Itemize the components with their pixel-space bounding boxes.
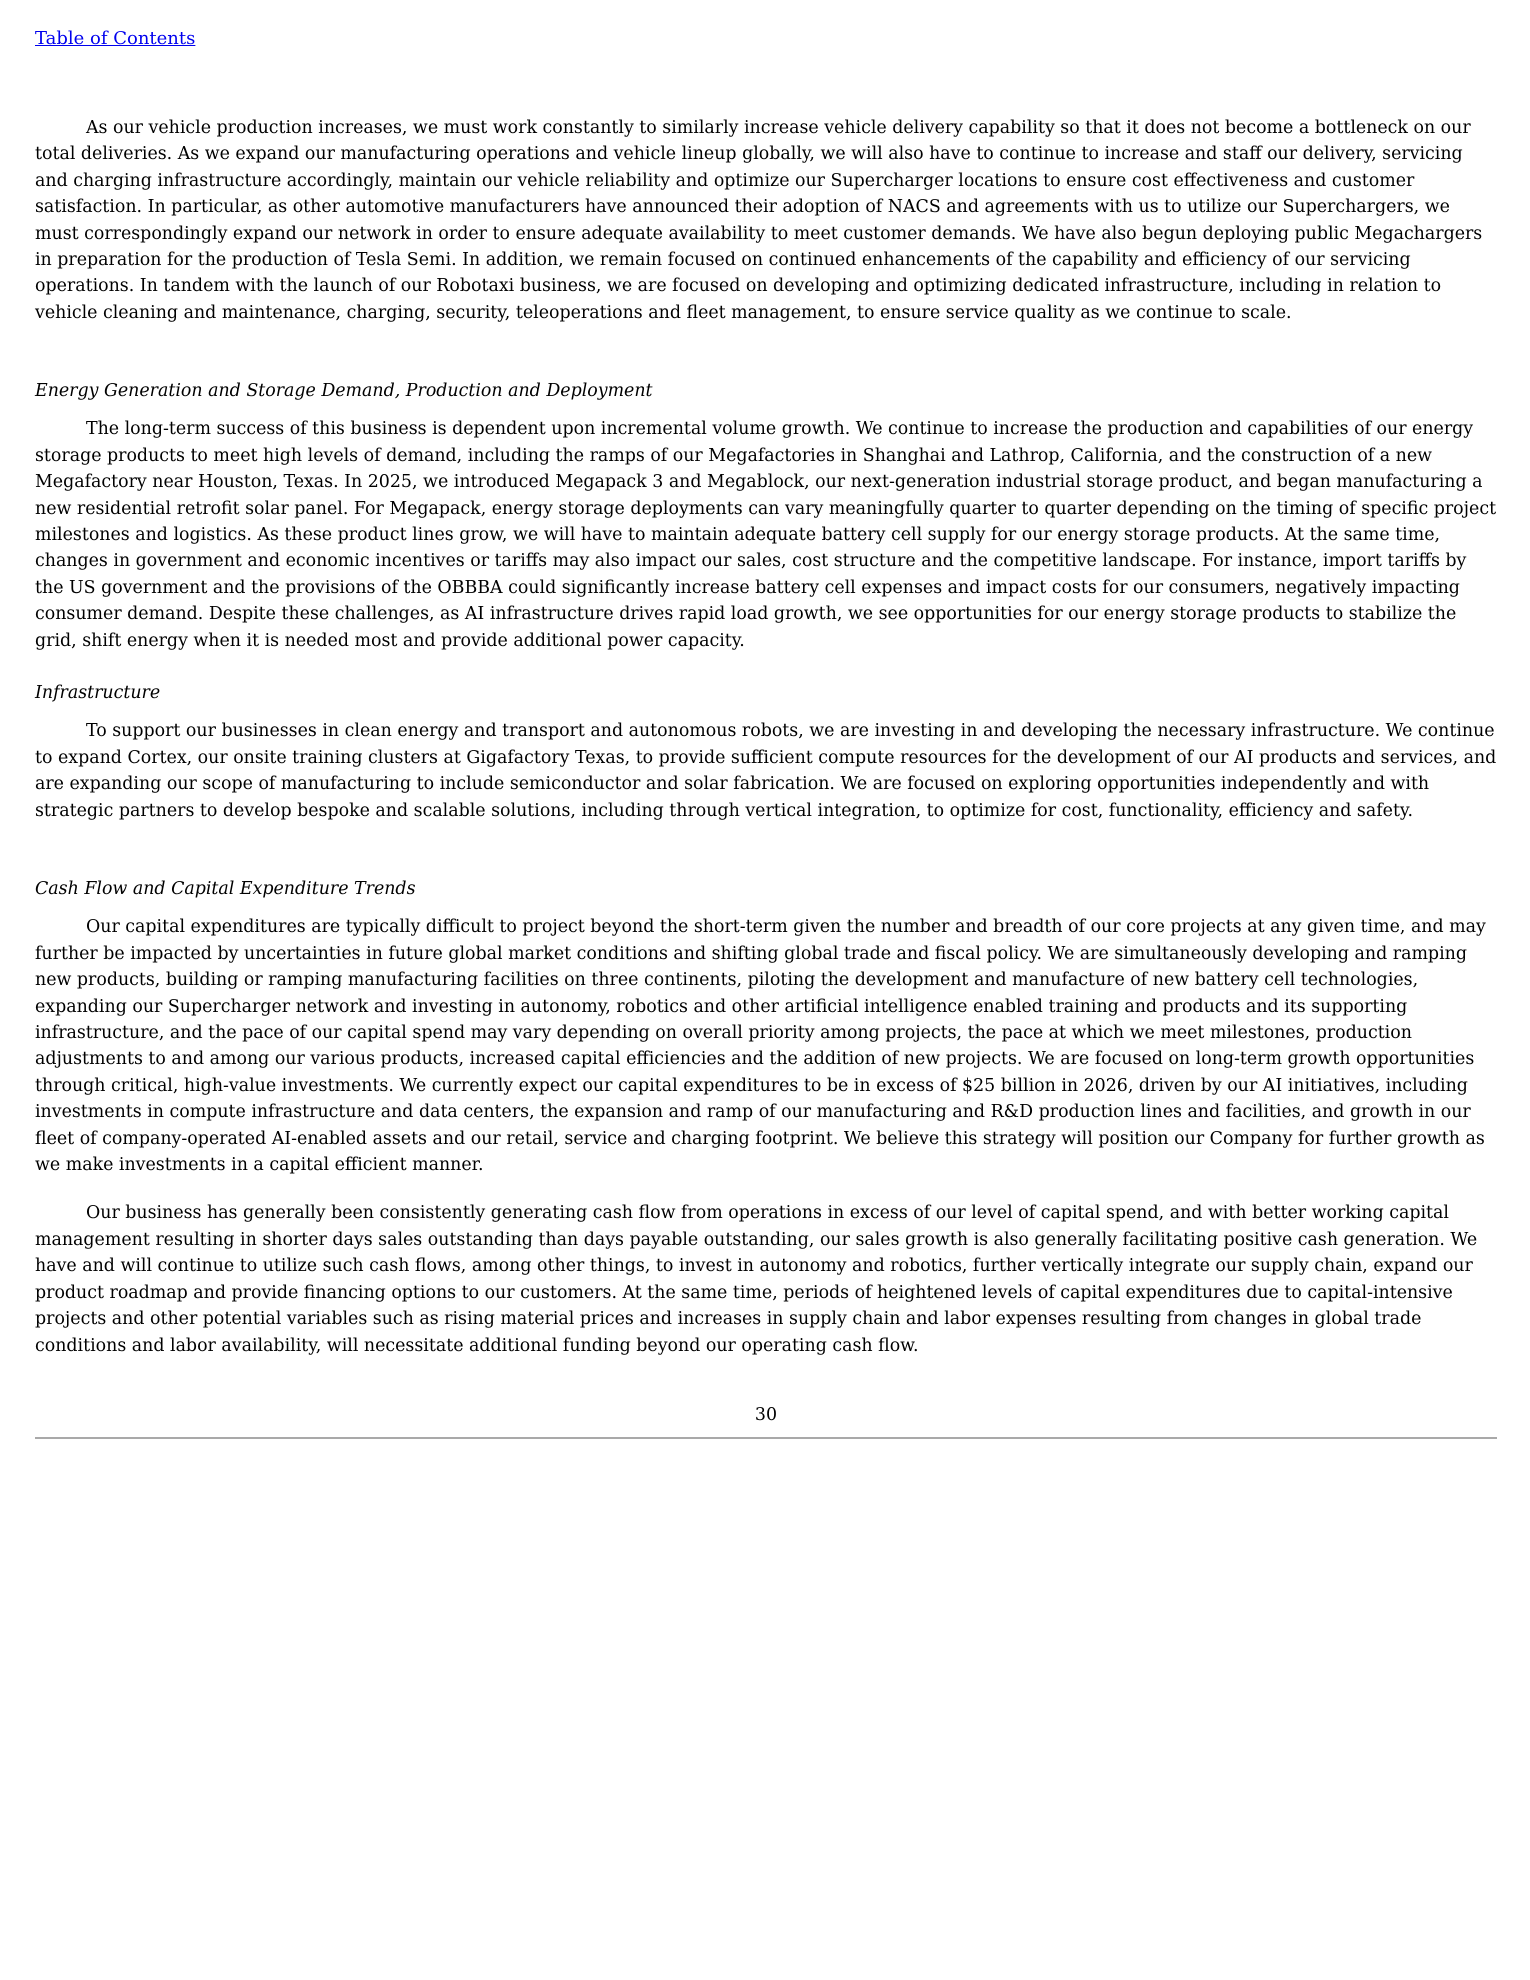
page-number: 30 <box>754 1405 778 1425</box>
intro-paragraph: As our vehicle production increases, we must work constantly to similarly increase vehicle delivery capability so that it does not become a bottleneck on our total deliveries. As we expand our manufacturing operations and vehicle lineup globally, we will also have to continue to increase and staff our delivery, servicing and charging infrastructure accordingly, maintain our vehicle reliability and optimize our Supercharger locations to ensure cost effectiveness and customer satisfaction. In particular, as other automotive manufacturers have announced their adoption of NACS and agreements with us to utilize our Superchargers, we must correspondingly expand our network in order to ensure adequate availability to meet customer demands. We have also begun deploying public Megachargers in preparation for the production of Tesla Semi. In addition, we remain focused on continued enhancements of the capability and efficiency of our servicing operations. In tandem with the launch of our Robotaxi business, we are focused on developing and optimizing dedicated infrastructure, including in relation to vehicle cleaning and maintenance, charging, security, teleoperations and fleet management, to ensure service quality as we continue to scale. <box>35 118 1483 323</box>
energy-heading: Energy Generation and Storage Demand, Production and Deployment <box>35 381 653 401</box>
table-of-contents-link[interactable]: Table of Contents <box>35 28 196 49</box>
page-divider <box>35 1437 1497 1439</box>
infrastructure-paragraph: To support our businesses in clean energy and transport and autonomous robots, we are investing in and developing the necessary infrastructure. We continue to expand Cortex, our onsite training clusters at Gigafactory Texas, to provide sufficient compute resources for the development of our AI products and services, and are expanding our scope of manufacturing to include semiconductor and solar fabrication. We are focused on exploring opportunities independently and with strategic partners to develop bespoke and scalable solutions, including through vertical integration, to optimize for cost, functionality, efficiency and safety. <box>35 721 1497 821</box>
cashflow-heading: Cash Flow and Capital Expenditure Trends <box>35 879 416 899</box>
infrastructure-heading: Infrastructure <box>35 683 161 703</box>
cashflow-paragraph-1: Our capital expenditures are typically difficult to project beyond the short-term given the number and breadth of our core projects at any given time, and may further be impacted by uncertainties in future global market conditions and shifting global trade and fiscal policy. We are simultaneously developing and ramping new products, building or ramping manufacturing facilities on three continents, piloting the development and manufacture of new battery cell technologies, expanding our Supercharger network and investing in autonomy, robotics and other artificial intelligence enabled training and products and its supporting infrastructure, and the pace of our capital spend may vary depending on overall priority among projects, the pace at which we meet milestones, production adjustments to and among our various products, increased capital efficiencies and the addition of new projects. We are focused on long-term growth opportunities through critical, high-value investments. We currently expect our capital expenditures to be in excess of $25 billion in 2026, driven by our AI initiatives, including investments in compute infrastructure and data centers, the expansion and ramp of our manufacturing and R&D production lines and facilities, and growth in our fleet of company-operated AI-enabled assets and our retail, service and charging footprint. We believe this strategy will position our Company for further growth as we make investments in a capital efficient manner. <box>35 917 1486 1176</box>
energy-paragraph: The long-term success of this business is dependent upon incremental volume growth. We continue to increase the production and capabilities of our energy storage products to meet high levels of demand, including the ramps of our Megafactories in Shanghai and Lathrop, California, and the construction of a new Megafactory near Houston, Texas. In 2025, we introduced Megapack 3 and Megablock, our next-generation industrial storage product, and began manufacturing a new residential retrofit solar panel. For Megapack, energy storage deployments can vary meaningfully quarter to quarter depending on the timing of specific project milestones and logistics. As these product lines grow, we will have to maintain adequate battery cell supply for our energy storage products. At the same time, changes in government and economic incentives or tariffs may also impact our sales, cost structure and the competitive landscape. For instance, import tariffs by the US government and the provisions of the OBBBA could significantly increase battery cell expenses and impact costs for our consumers, negatively impacting consumer demand. Despite these challenges, as AI infrastructure drives rapid load growth, we see opportunities for our energy storage products to stabilize the grid, shift energy when it is needed most and provide additional power capacity. <box>35 419 1497 651</box>
cashflow-section <box>35 876 1497 1359</box>
cashflow-paragraph-2: Our business has generally been consistently generating cash flow from operations in excess of our level of capital spend, and with better working capital management resulting in shorter days sales outstanding than days payable outstanding, our sales growth is also generally facilitating positive cash generation. We have and will continue to utilize such cash flows, among other things, to invest in autonomy and robotics, further vertically integrate our supply chain, expand our product roadmap and provide financing options to our customers. At the same time, periods of heightened levels of capital expenditures due to capital-intensive projects and other potential variables such as rising material prices and increases in supply chain and labor expenses resulting from changes in global trade conditions and labor availability, will necessitate additional funding beyond our operating cash flow. <box>35 1203 1478 1356</box>
energy-section <box>35 378 1497 654</box>
intro-section <box>35 115 1497 326</box>
infrastructure-section <box>35 680 1497 824</box>
